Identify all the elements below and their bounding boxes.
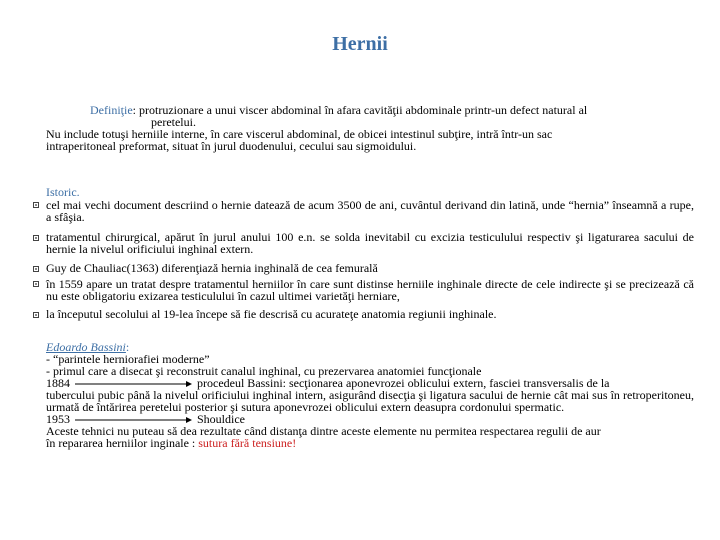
- definition-line-3: Nu include totuşi herniile interne, în care viscerul abdominal, de obicei intestinul subţire, intră într-un sac: [46, 127, 553, 141]
- bassini-name: Edoardo Bassini: [46, 340, 126, 354]
- istoric-item-4: în 1559 apare un tratat despre tratamentul herniilor în care sunt distinse herniile inghinale directe de cele indirecte şi se precizează că nu este obligatoriu exizarea testiculului în cazul ultimei varietăţi herniare,: [46, 277, 694, 303]
- bullet-icon: [33, 266, 39, 272]
- istoric-item-3: Guy de Chauliac(1363) diferenţiază hernia inghinală de cea femurală: [46, 261, 378, 275]
- definition-line-4: intraperitoneal preformat, situat în jurul duodenului, cecului sau sigmoidului.: [46, 139, 417, 153]
- shouldice-label: Shouldice: [197, 412, 245, 426]
- istoric-item-2: tratamentul chirurgical, apărut în jurul anului 100 e.n. se solda inevitabil cu excizia testiculului respectiv şi ligaturarea sacului de hernie la nivelul orificiului inghinal extern.: [46, 230, 694, 256]
- bassini-line-3: Aceste tehnici nu puteau să dea rezultate când distanţa dintre aceste elemente nu permitea respectarea regulii de aur: [46, 424, 601, 438]
- year-1884: 1884: [46, 376, 70, 390]
- year-1953: 1953: [46, 412, 70, 426]
- definition-label: Definiţie: [90, 103, 133, 117]
- bullet-icon: [33, 202, 39, 208]
- definition-block: [46, 104, 694, 152]
- bassini-heading: Edoardo Bassini:: [46, 340, 130, 354]
- istoric-item-1: cel mai vechi document descriind o hernie datează de acum 3500 de ani, cuvântul derivand din latină, unde “hernia” înseamnă a rupe, a sfâşia.: [46, 198, 694, 224]
- definition-text: : protruzionare a unui viscer abdominal în afara cavităţii abdominale printr-un defect natural al: [132, 103, 588, 117]
- bullet-icon: [33, 281, 39, 287]
- bassini-procedure: procedeul Bassini: secţionarea aponevrozei oblicului extern, fasciei transversalis de la: [197, 376, 610, 390]
- istoric-item-5: la începutul secolului al 19-lea începe să fie descrisă cu acurateţe anatomia regiunii inghinale.: [46, 307, 497, 321]
- bullet-icon: [33, 235, 39, 241]
- bassini-procedure-details: tubercului pubic până la nivelul orificiului inghinal intern, asigurând disecţia şi ligatura sacului de hernie cât mai sus în retroperitoneu, urmată de întărirea peretelui posterior şi sutura aponevrozei oblicului extern deasupra cordonului spermatic.: [46, 388, 694, 414]
- golden-rule-highlight: sutura fără tensiune!: [198, 436, 297, 450]
- bullet-icon: [33, 312, 39, 318]
- bassini-line-4: în repararea herniilor inginale : sutura fără tensiune!: [46, 436, 297, 450]
- bassini-line-1: - “parintele herniorafiei moderne”: [46, 352, 210, 366]
- definition-line-1: [46, 104, 694, 116]
- istoric-heading: Istoric.: [46, 185, 80, 199]
- bassini-line-2: - primul care a disecat şi reconstruit canalul inghinal, cu prezervarea anatomiei funcţionale: [46, 364, 482, 378]
- bassini-block: [46, 341, 694, 449]
- definition-line-2: peretelui.: [151, 115, 196, 129]
- page-title: Hernii: [332, 33, 388, 55]
